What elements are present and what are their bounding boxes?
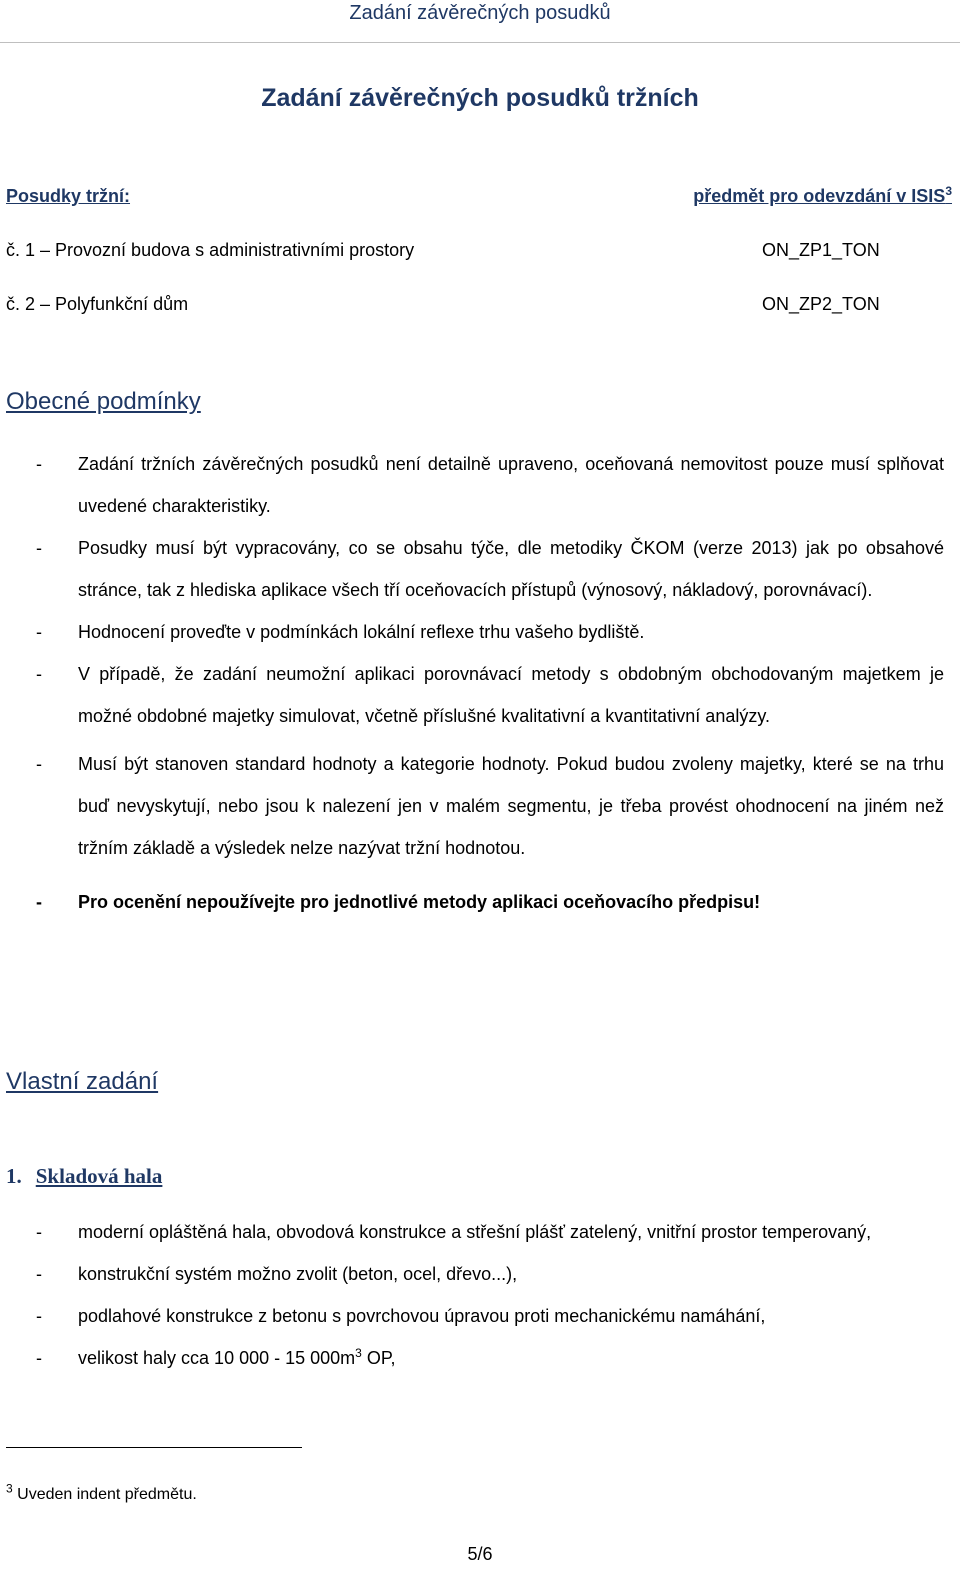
list-item	[6, 611, 944, 653]
list-item	[6, 527, 944, 611]
list-dash: -	[36, 892, 42, 912]
footnote-separator	[6, 1447, 302, 1448]
list-item-text: Pro ocenění nepoužívejte pro jednotlivé metody aplikaci oceňovacího předpisu!	[78, 892, 761, 912]
list-item-text: Posudky musí být vypracovány, co se obsahu týče, dle metodiky ČKOM (verze 2013) jak po obsahové stránce, tak z hlediska aplikace všech tří oceňovacích přístupů (výnosový, nákladový, porovnávací).	[78, 538, 944, 600]
list-item-text: Zadání tržních závěrečných posudků není detailně upraveno, oceňovaná nemovitost pouze musí splňovat uvedené charakteristiky.	[78, 454, 944, 516]
footnote	[6, 1481, 197, 1504]
list-dash: -	[36, 1264, 42, 1284]
list-dash: -	[36, 1348, 42, 1368]
list-item-text-before: velikost haly cca 10 000 - 15 000m	[78, 1348, 356, 1368]
subject-name: č. 2 – Polyfunkční dům	[6, 294, 189, 314]
list-dash: -	[36, 754, 42, 774]
warehouse-heading	[6, 1164, 162, 1189]
list-item	[6, 1337, 944, 1379]
list-item-text: V případě, že zadání neumožní aplikaci porovnávací metody s obdobným obchodovaným majetkem je možné obdobné majetky simulovat, včetně příslušné kvalitativní a kvantitativní analýzy.	[78, 664, 944, 726]
list-dash: -	[36, 1222, 42, 1242]
superscript: 3	[355, 1346, 362, 1360]
list-item-text: moderní opláštěná hala, obvodová konstrukce a střešní plášť zatelený, vnitřní prostor temperovaný,	[78, 1222, 872, 1242]
page-header	[0, 0, 960, 43]
subject-code: ON_ZP1_TON	[762, 240, 880, 260]
submission-heading	[693, 186, 952, 207]
list-item-warning	[6, 881, 944, 923]
page-number: 5/6	[467, 1544, 493, 1564]
warehouse-number: 1.	[6, 1164, 22, 1188]
list-item-text: podlahové konstrukce z betonu s povrchovou úpravou proti mechanickému namáhání,	[78, 1306, 766, 1326]
warehouse-title: Skladová hala	[35, 1164, 163, 1188]
list-item	[6, 653, 944, 737]
footnote-ref: 3	[945, 184, 952, 198]
subject-row	[6, 240, 952, 294]
subject-row	[6, 294, 952, 348]
list-item-text: Musí být stanoven standard hodnoty a kategorie hodnoty. Pokud budou zvoleny majetky, které se na trhu buď nevyskytují, nebo jsou k nalezení jen v malém segmentu, je třeba provést ohodnocení na jiném než tržním základě a výsledek nelze nazývat tržní hodnotou.	[78, 754, 944, 858]
list-dash: -	[36, 1306, 42, 1326]
list-item-text-after: OP,	[361, 1348, 396, 1368]
footnote-mark: 3	[6, 1481, 13, 1496]
subject-code: ON_ZP2_TON	[762, 294, 880, 314]
list-item	[6, 743, 944, 869]
list-dash: -	[36, 454, 42, 474]
general-conditions-heading: Obecné podmínky	[6, 388, 201, 415]
list-item-text: Hodnocení proveďte v podmínkách lokální reflexe trhu vašeho bydliště.	[78, 622, 645, 642]
footnote-text: Uveden indent předmětu.	[12, 1486, 197, 1503]
list-dash: -	[36, 538, 42, 558]
warehouse-list	[6, 1211, 944, 1379]
list-item	[6, 1211, 944, 1253]
list-dash: -	[36, 622, 42, 642]
list-item	[6, 1253, 944, 1295]
subject-name: č. 1 – Provozní budova s administrativními prostory	[6, 240, 415, 260]
page-title: Zadání závěrečných posudků tržních	[261, 84, 699, 112]
subjects-heading: Posudky tržní:	[6, 186, 131, 206]
running-title: Zadání závěrečných posudků	[349, 2, 611, 24]
subjects-heading-row	[6, 186, 952, 240]
list-dash: -	[36, 664, 42, 684]
list-item-text: konstrukční systém možno zvolit (beton, ocel, dřevo...),	[78, 1264, 518, 1284]
own-assignment-heading: Vlastní zadání	[6, 1068, 159, 1095]
submission-heading-text: předmět pro odevzdání v ISIS	[693, 186, 946, 206]
subjects-block	[6, 186, 952, 348]
list-item	[6, 443, 944, 527]
general-conditions-list	[6, 443, 944, 923]
list-item	[6, 1295, 944, 1337]
